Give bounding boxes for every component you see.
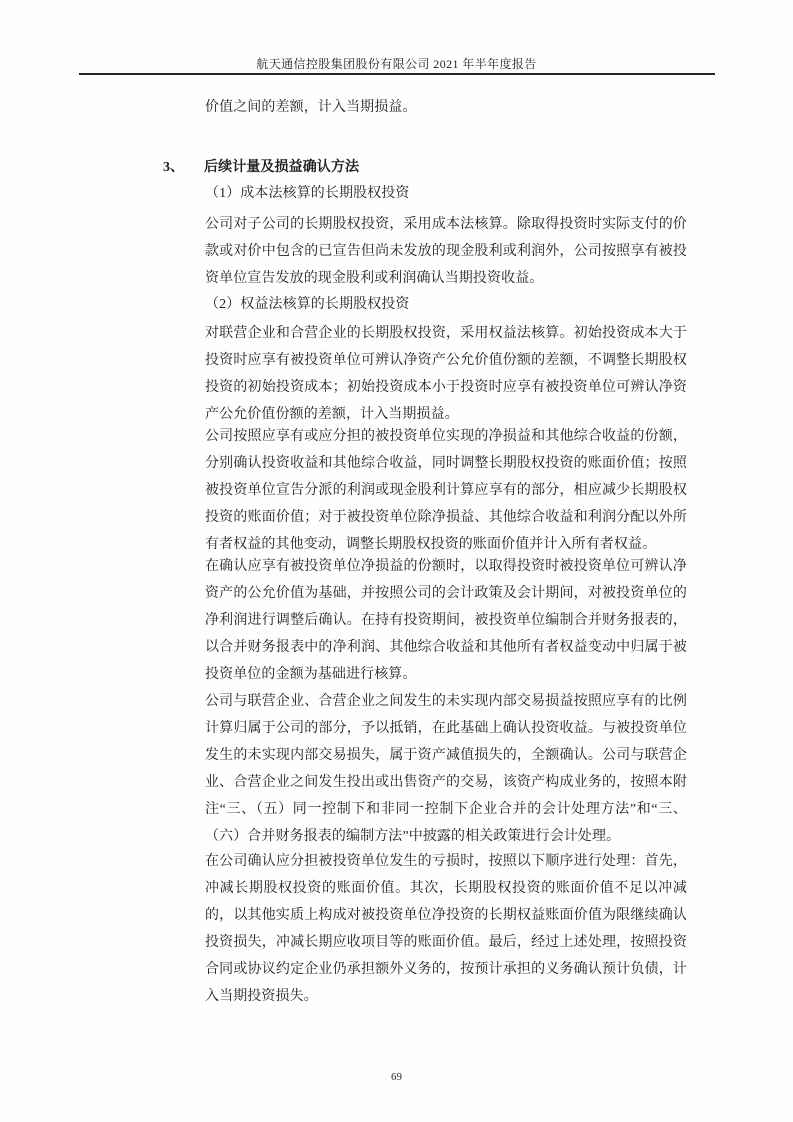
paragraph-net-profit-share-basis: 在确认应享有被投资单位净损益的份额时，以取得投资时被投资单位可辨认净资产的公允价值为基础，并按照公司的会计政策及会计期间，对被投资单位的净利润进行调整后确认。在持有投资期间，被投资单位编制合并财务报表的，以合并财务报表中的净利润、其他综合收益和其他所有者权益变动中归属于被投资单位的金额为基础进行核算。 [205,559,687,682]
paragraph-unrealized-internal-transactions: 公司与联营企业、合营企业之间发生的未实现内部交易损益按照应享有的比例计算归属于公司的部分，予以抵销，在此基础上确认投资收益。与被投资单位发生的未实现内部交易损失，属于资产减值损失的，全额确认。公司与联营企业、合营企业之间发生投出或出售资产的交易，该资产构成业务的，按照本附注“三、（五）同一控制下和非同一控制下企业合并的会计处理方法”和“三、（六）合并财务报表的编制方法”中披露的相关政策进行会计处理。 [205,694,687,844]
paragraph-profit-loss-recognition: 公司按照应享有或应分担的被投资单位实现的净损益和其他综合收益的份额，分别确认投资收益和其他综合收益，同时调整长期股权投资的账面价值；按照被投资单位宣告分派的利润或现金股利计算应享有的部分，相应减少长期股权投资的账面价值；对于被投资单位除净损益、其他综合收益和利润分配以外所有者权益的其他变动，调整长期股权投资的账面价值并计入所有者权益。 [205,429,687,552]
paragraph-cost-method: 公司对子公司的长期股权投资，采用成本法核算。除取得投资时实际支付的价款或对价中包含的已宣告但尚未发放的现金股利或利润外，公司按照享有被投资单位宣告发放的现金股利或利润确认当期投资收益。 [205,217,687,286]
section-heading [163,154,687,181]
page-number: 69 [391,1071,402,1083]
section-number: 3、 [163,160,185,175]
paragraph-equity-method-initial-cost: 对联营企业和合营企业的长期股权投资，采用权益法核算。初始投资成本大于投资时应享有被投资单位可辨认净资产公允价值份额的差额，不调整长期股权投资的初始投资成本；初始投资成本小于投资时应享有被投资单位可辨认净资产公允价值份额的差额，计入当期损益。 [205,326,687,422]
section-title: 后续计量及损益确认方法 [204,160,360,175]
paragraph-loss-sharing-order: 在公司确认应分担被投资单位发生的亏损时，按照以下顺序进行处理：首先，冲减长期股权投资的账面价值。其次，长期股权投资的账面价值不足以冲减的，以其他实质上构成对被投资单位净投资的长期权益账面价值为限继续确认投资损失，冲减长期应收项目等的账面价值。最后，经过上述处理，按照投资合同或协议约定企业仍承担额外义务的，按预计承担的义务确认预计负债，计入当期投资损失。 [205,854,687,1004]
header-divider [79,73,715,75]
subheading-equity-method: （2）权益法核算的长期股权投资 [205,297,410,312]
report-header-title: 航天通信控股集团股份有限公司 2021 年半年度报告 [256,57,537,71]
paragraph-carryover: 价值之间的差额，计入当期损益。 [205,100,417,115]
subheading-cost-method: （1）成本法核算的长期股权投资 [205,186,410,201]
